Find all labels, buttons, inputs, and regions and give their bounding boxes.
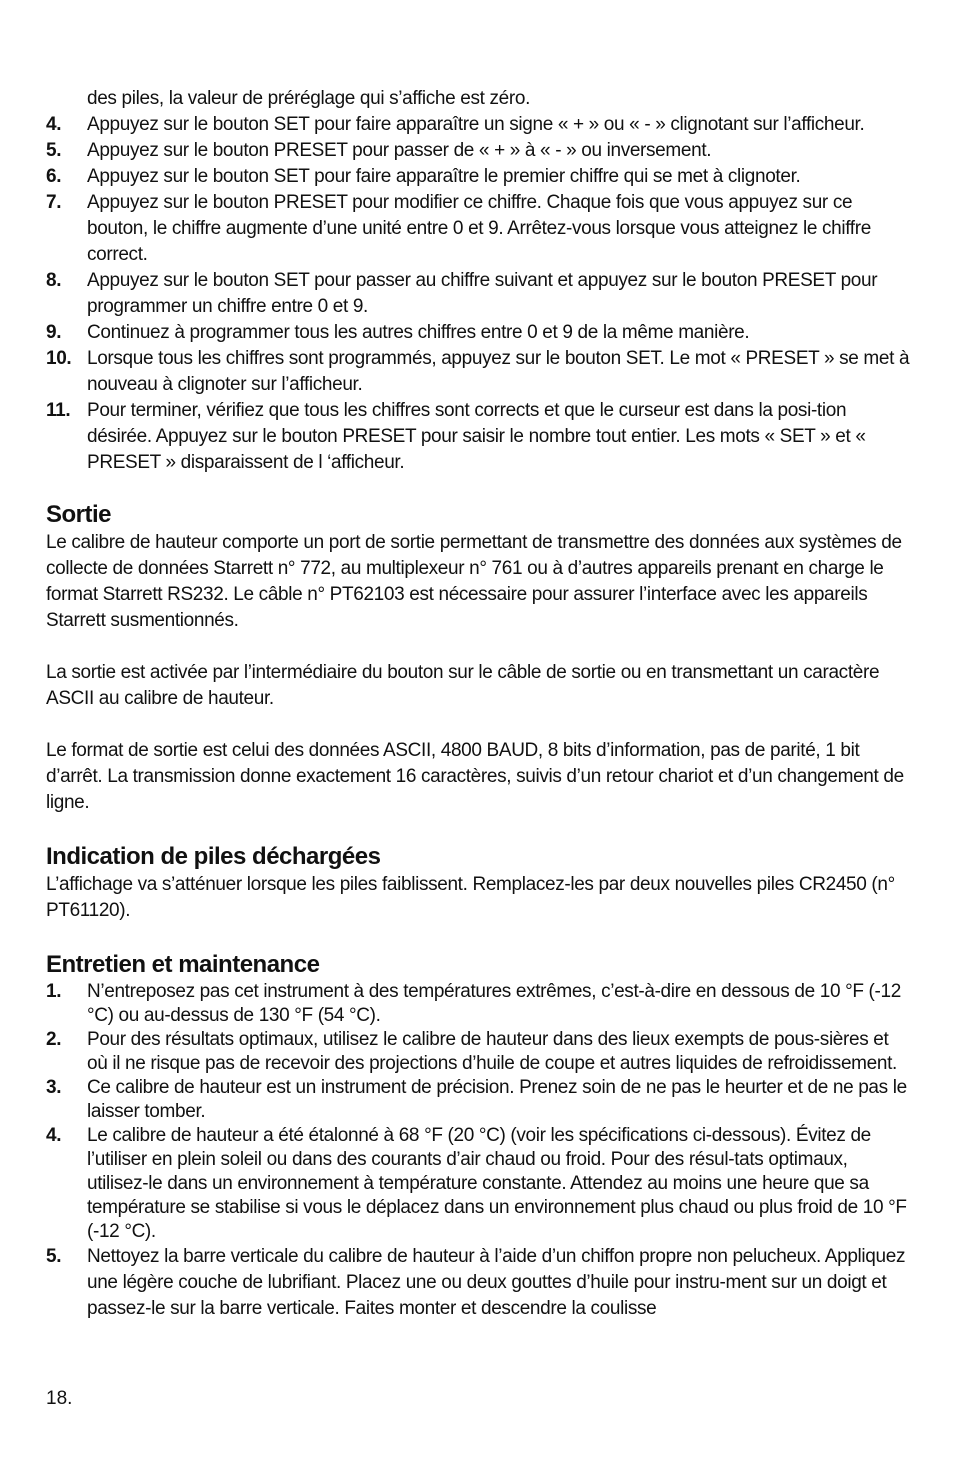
step-number: 7. — [46, 192, 62, 213]
maintenance-list — [46, 980, 912, 1322]
page-number: 18. — [46, 1388, 73, 1409]
list-item — [46, 138, 912, 164]
list-item — [46, 190, 912, 268]
preset-steps-list — [46, 112, 912, 476]
step-text: Continuez à programmer tous les autres chiffres entre 0 et 9 de la même manière. — [87, 322, 750, 343]
sortie-paragraph: Le calibre de hauteur comporte un port de sortie permettant de transmettre des données aux systèmes de collecte de données Starrett n° 772, au multiplexeur n° 761 ou à d’autres appareils prenant en charge le format Starrett RS232. Le câble n° PT62103 est nécessaire pour assurer l’interface avec les appareils Starrett susmentionnés. — [46, 532, 902, 631]
list-item — [46, 1244, 912, 1322]
step-number: 9. — [46, 322, 62, 343]
step-text: Appuyez sur le bouton PRESET pour passer de « + » à « - » ou inversement. — [87, 140, 712, 161]
step-number: 10. — [46, 348, 72, 369]
step-text: Appuyez sur le bouton SET pour faire apparaître un signe « + » ou « - » clignotant sur l’afficheur. — [87, 114, 865, 135]
list-item — [46, 1124, 912, 1244]
list-item — [46, 112, 912, 138]
item-text: Le calibre de hauteur a été étalonné à 68 °F (20 °C) (voir les spécifications ci-dessous). Évitez de l’utiliser en plein soleil ou dans des courants d’air chaud ou froid. Pour des résul-tats optimaux, utilisez-le dans un environnement à température constante. Attendez au moins une heure que sa température se stabilise si vous le déplacez dans un environnement plus chaud ou plus froid de 10 °F (-12 °C). — [87, 1125, 907, 1242]
item-number: 1. — [46, 981, 62, 1002]
step-text: Lorsque tous les chiffres sont programmés, appuyez sur le bouton SET. Le mot « PRESET » se met à nouveau à clignoter sur l’afficheur. — [87, 348, 910, 395]
step-number: 5. — [46, 140, 62, 161]
item-number: 5. — [46, 1246, 62, 1267]
list-item — [46, 1076, 912, 1124]
step-number: 11. — [46, 400, 71, 421]
step-text: Appuyez sur le bouton PRESET pour modifier ce chiffre. Chaque fois que vous appuyez sur ce bouton, le chiffre augmente d’une unité entre 0 et 9. Arrêtez-vous lorsque vous atteignez le chiffre correct. — [87, 192, 871, 265]
list-item — [46, 980, 912, 1028]
sortie-paragraph: Le format de sortie est celui des données ASCII, 4800 BAUD, 8 bits d’information, pas de parité, 1 bit d’arrêt. La transmission donne exactement 16 caractères, suivis d’un retour chariot et d’un changement de ligne. — [46, 740, 904, 813]
sortie-section-body — [46, 530, 912, 816]
sortie-paragraph: La sortie est activée par l’intermédiaire du bouton sur le câble de sortie ou en transmettant un caractère ASCII au calibre de hauteur. — [46, 662, 880, 709]
list-item — [46, 164, 912, 190]
piles-paragraph: L’affichage va s’atténuer lorsque les piles faiblissent. Remplacez-les par deux nouvelles piles CR2450 (n° PT61120). — [46, 874, 895, 921]
item-text: N’entreposez pas cet instrument à des températures extrêmes, c’est-à-dire en dessous de 10 °F (-12 °C) ou au-dessus de 130 °F (54 °C). — [87, 981, 901, 1026]
step-number: 4. — [46, 114, 62, 135]
section-heading-piles: Indication de piles déchargées — [46, 843, 381, 870]
intro-continuation: des piles, la valeur de préréglage qui s’affiche est zéro. — [87, 88, 531, 109]
step-number: 6. — [46, 166, 62, 187]
item-text: Nettoyez la barre verticale du calibre de hauteur à l’aide d’un chiffon propre non pelucheux. Appliquez une légère couche de lubrifiant. Placez une ou deux gouttes d’huile pour instru-ment sur un doigt et passez-le sur la barre verticale. Faites monter et descendre la coulisse — [87, 1246, 906, 1319]
section-heading-maintenance: Entretien et maintenance — [46, 951, 320, 978]
document-page — [46, 86, 912, 1322]
step-number: 8. — [46, 270, 62, 291]
list-item — [46, 346, 912, 398]
item-number: 3. — [46, 1077, 62, 1098]
item-text: Pour des résultats optimaux, utilisez le calibre de hauteur dans des lieux exempts de pous-sières et où il ne risque pas de recevoir des projections d’huile de coupe et autres liquides de refroidissement. — [87, 1029, 897, 1074]
item-text: Ce calibre de hauteur est un instrument de précision. Prenez soin de ne pas le heurter et de ne pas le laisser tomber. — [87, 1077, 907, 1122]
list-item — [46, 268, 912, 320]
list-item — [46, 1028, 912, 1076]
item-number: 4. — [46, 1125, 62, 1146]
step-text: Appuyez sur le bouton SET pour faire apparaître le premier chiffre qui se met à clignoter. — [87, 166, 801, 187]
item-number: 2. — [46, 1029, 62, 1050]
list-item — [46, 398, 912, 476]
section-heading-sortie: Sortie — [46, 501, 112, 528]
step-text: Appuyez sur le bouton SET pour passer au chiffre suivant et appuyez sur le bouton PRESET pour programmer un chiffre entre 0 et 9. — [87, 270, 878, 317]
step-text: Pour terminer, vérifiez que tous les chiffres sont corrects et que le curseur est dans la posi-tion désirée. Appuyez sur le bouton PRESET pour saisir le nombre tout entier. Les mots « SET » et « PRESET » disparaissent de l ‘afficheur. — [87, 400, 866, 473]
list-item — [46, 320, 912, 346]
